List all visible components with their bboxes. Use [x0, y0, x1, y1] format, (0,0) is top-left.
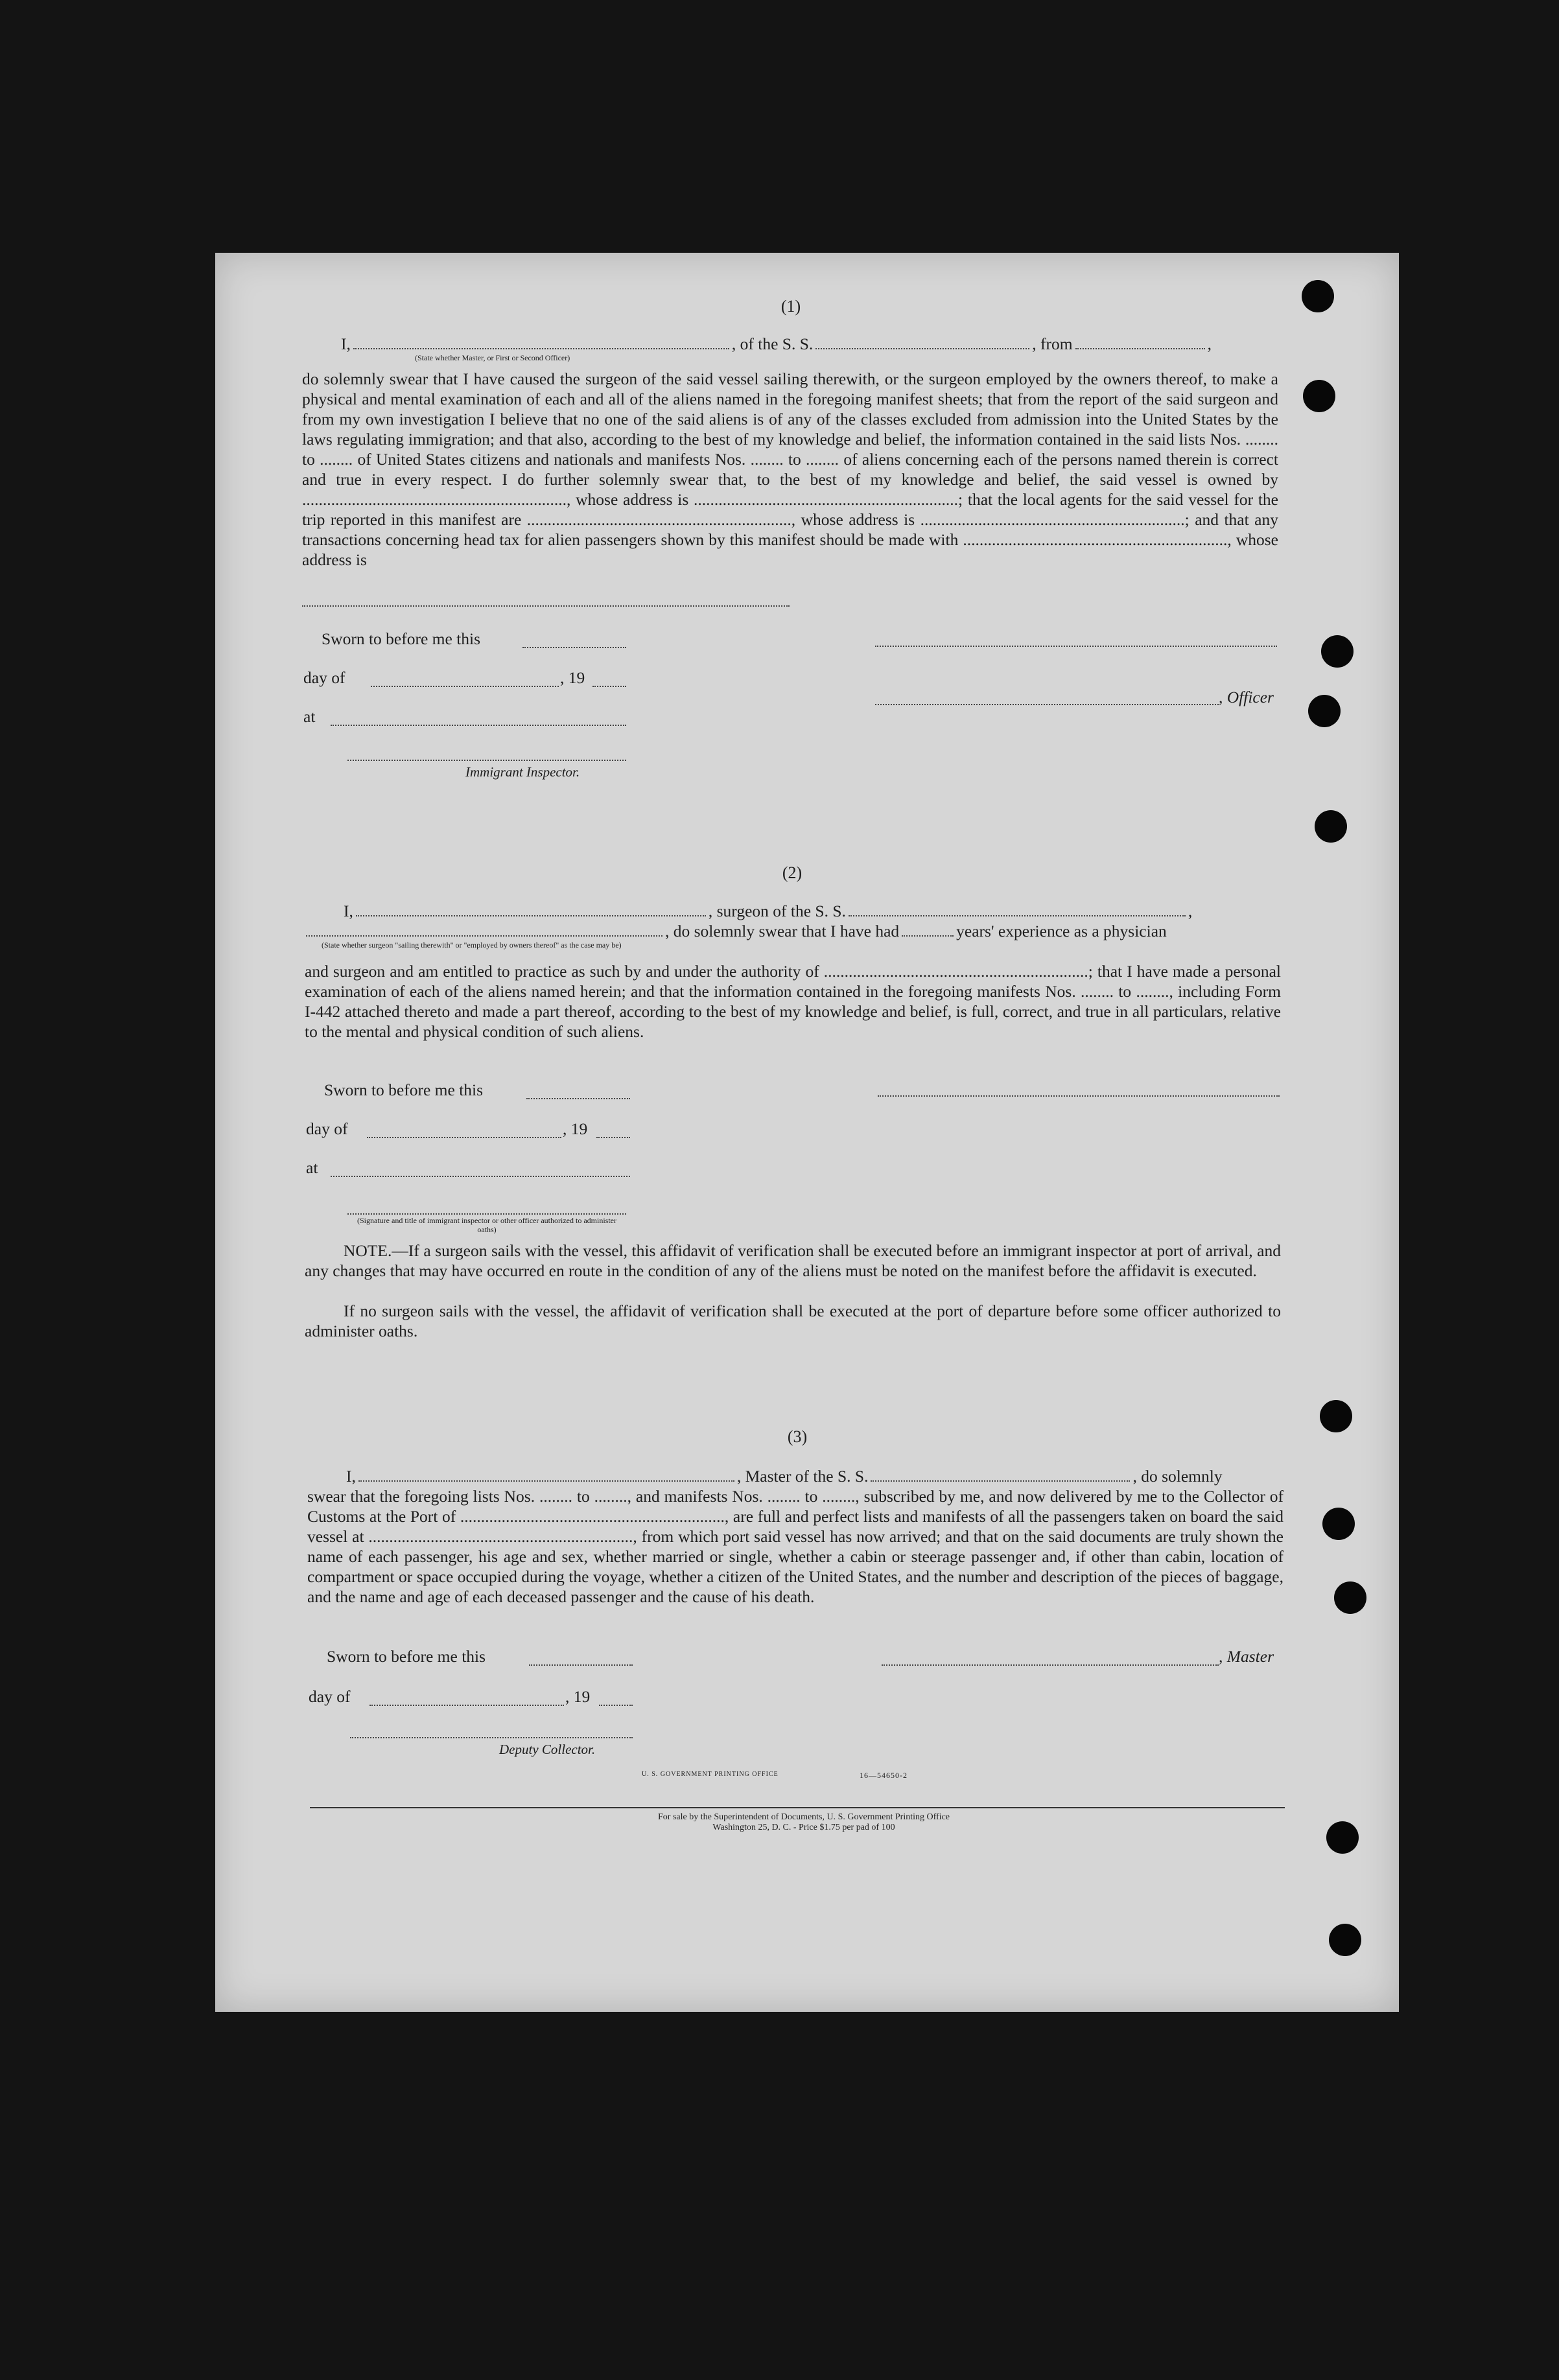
section-number: (2): [782, 863, 803, 882]
surgeon-label: , surgeon of the S. S.: [708, 902, 846, 920]
section3-opening-line: [346, 1466, 1223, 1486]
pronoun-label: I,: [341, 334, 351, 353]
year-label: , 19: [560, 668, 585, 687]
ship-name-field[interactable]: [849, 915, 1186, 916]
punch-hole: [1303, 380, 1335, 412]
punch-hole: [1334, 1581, 1366, 1614]
location-field[interactable]: [331, 725, 626, 726]
section1-affidavit-body: do solemnly swear that I have caused the surgeon of the said vessel sailing therewith, or the surgeon employed by the owners thereof, to make a physical and mental examination of each and all of the aliens named in the foregoing manifest sheets; that from the report of the said surgeon and from my own investigation I believe that no one of the said aliens is of any of the classes excluded from admission into the United States by the laws regulating immigration; and that also, according to the best of my knowledge and belief, the information contained in the said lists Nos. ........ to ........ of United States citizens and nationals and manifests Nos. ........ to ........ of aliens concerning each of the persons named therein is correct and true in every respect. I do further solemnly swear that, to the best of my knowledge and belief, the said vessel is owned by ................................................................, whose address is ................................................................; that the local agents for the said vessel for the trip reported in this manifest are ................................................................, whose address is ................................................................; and that any transactions concerning head tax for alien passengers shown by this manifest should be made with ................................................................, whose address is: [302, 369, 1278, 569]
month-field[interactable]: [371, 686, 559, 687]
sworn-label: Sworn to before me this: [327, 1647, 486, 1666]
surgeon-signature-line[interactable]: [878, 1095, 1280, 1097]
section2-opening-line: [344, 901, 1192, 921]
surgeon-status-field[interactable]: [306, 935, 662, 937]
at-label: at: [303, 707, 316, 726]
day-of-label: day of: [309, 1687, 351, 1706]
experience-label: years' experience as a physician: [956, 922, 1167, 940]
swear-label: , do solemnly: [1132, 1467, 1223, 1486]
pronoun-label: I,: [346, 1467, 356, 1486]
punctuation: ,: [1188, 902, 1193, 920]
form-code: 16—54650-2: [860, 1771, 908, 1780]
sale-line-2: Washington 25, D. C. - Price $1.75 per pad of 100: [712, 1823, 895, 1832]
at-label: at: [306, 1158, 318, 1177]
master-name-field[interactable]: [358, 1480, 734, 1482]
punctuation: ,: [1207, 334, 1212, 353]
year-label: , 19: [563, 1119, 588, 1138]
surgeon-note: NOTE.—If a surgeon sails with the vessel, this affidavit of verification shall be executed before an immigrant inspector at port of arrival, and any changes that may have occurred en route in the condition of any of the aliens must be noted on the manifest before the affidavit is executed.: [305, 1241, 1281, 1280]
punch-hole: [1320, 1400, 1352, 1432]
punch-hole: [1308, 695, 1341, 727]
master-signature-line[interactable]: [882, 1664, 1219, 1666]
address-field[interactable]: [302, 605, 790, 607]
punch-hole: [1321, 635, 1354, 668]
surgeon-note-2: If no surgeon sails with the vessel, the affidavit of verification shall be executed at the port of departure before some officer authorized to administer oaths.: [305, 1301, 1281, 1340]
punch-hole: [1315, 810, 1347, 843]
sworn-day-field[interactable]: [526, 1098, 630, 1099]
printing-office-mark: U. S. GOVERNMENT PRINTING OFFICE: [642, 1771, 779, 1778]
sworn-day-field[interactable]: [529, 1664, 633, 1666]
from-port-field[interactable]: [1075, 347, 1205, 349]
sworn-label: Sworn to before me this: [324, 1080, 484, 1099]
officer-label: , Officer: [1219, 688, 1274, 706]
ship-name-field[interactable]: [871, 1480, 1130, 1482]
inspector-caption: (Signature and title of immigrant inspector or other officer authorized to administer oaths): [357, 1216, 616, 1234]
section2-second-line: [303, 921, 1167, 941]
sworn-label: Sworn to before me this: [322, 629, 481, 648]
inspector-signature-line[interactable]: [347, 1213, 626, 1215]
punch-hole: [1329, 1924, 1361, 1956]
pronoun-label: I,: [344, 902, 353, 920]
inspector-signature-line[interactable]: [347, 760, 626, 761]
years-field[interactable]: [902, 935, 954, 937]
from-label: , from: [1032, 334, 1073, 353]
section-number: (3): [787, 1427, 808, 1446]
day-of-label: day of: [306, 1119, 348, 1138]
swear-label: , do solemnly swear that I have had: [665, 922, 900, 940]
year-field[interactable]: [596, 1137, 630, 1138]
ship-label: , of the S. S.: [731, 334, 814, 353]
month-field[interactable]: [367, 1137, 561, 1138]
officer-name-field[interactable]: [353, 347, 729, 349]
punch-hole: [1322, 1508, 1355, 1540]
section1-opening-line: [341, 334, 1212, 354]
officer-title-line[interactable]: [875, 704, 1219, 705]
year-field[interactable]: [599, 1705, 633, 1706]
year-field[interactable]: [592, 686, 626, 687]
year-label: , 19: [565, 1687, 591, 1706]
collector-signature-line[interactable]: [350, 1737, 633, 1738]
month-field[interactable]: [369, 1705, 564, 1706]
punch-hole: [1326, 1821, 1359, 1854]
officer-caption: (State whether Master, or First or Second Officer): [415, 353, 570, 362]
section3-affidavit-body: swear that the foregoing lists Nos. ........ to ........, and manifests Nos. ........ to ........, subscribed by me, and now delivered by me to the Collector of Customs at the Port of ................................................................, are full and perfect lists and manifests of all the passengers taken on board the said vessel at ................................................................, from which port said vessel has now arrived; and that on the said documents are truly shown the name of each passenger, his age and sex, whether married or single, whether a cabin or steerage passenger and, if other than cabin, location of compartment or space occupied during the voyage, whether a citizen of the United States, and the number and description of the pieces of baggage, and the name and age of each deceased passenger and the cause of his death.: [307, 1487, 1284, 1606]
sworn-day-field[interactable]: [522, 647, 626, 648]
surgeon-name-field[interactable]: [356, 915, 706, 916]
collector-label: Deputy Collector.: [499, 1742, 596, 1757]
master-label: , Master of the S. S.: [736, 1467, 869, 1486]
footer-divider: [310, 1807, 1285, 1808]
section-number: (1): [780, 297, 801, 316]
officer-signature-line[interactable]: [875, 646, 1277, 647]
section2-affidavit-body: and surgeon and am entitled to practice as such by and under the authority of ................................................................; that I have made a personal examination of each of the aliens named herein; and that the information contained in the foregoing manifests Nos. ........ to ........, including Form I-442 attached thereto and made a part thereof, according to the best of my knowledge and belief, is full, correct, and true in all particulars, relative to the mental and physical condition of such aliens.: [305, 962, 1281, 1041]
inspector-label: Immigrant Inspector.: [465, 764, 580, 780]
master-title-label: , Master: [1219, 1647, 1274, 1666]
day-of-label: day of: [303, 668, 346, 687]
ship-name-field[interactable]: [815, 347, 1029, 349]
surgeon-caption: (State whether surgeon "sailing therewith" or "employed by owners thereof" as the case may be): [322, 940, 622, 950]
punch-hole: [1302, 280, 1334, 312]
sale-line-1: For sale by the Superintendent of Documents, U. S. Government Printing Office: [658, 1812, 950, 1822]
location-field[interactable]: [331, 1176, 630, 1177]
sale-notice: [506, 1812, 1102, 1833]
